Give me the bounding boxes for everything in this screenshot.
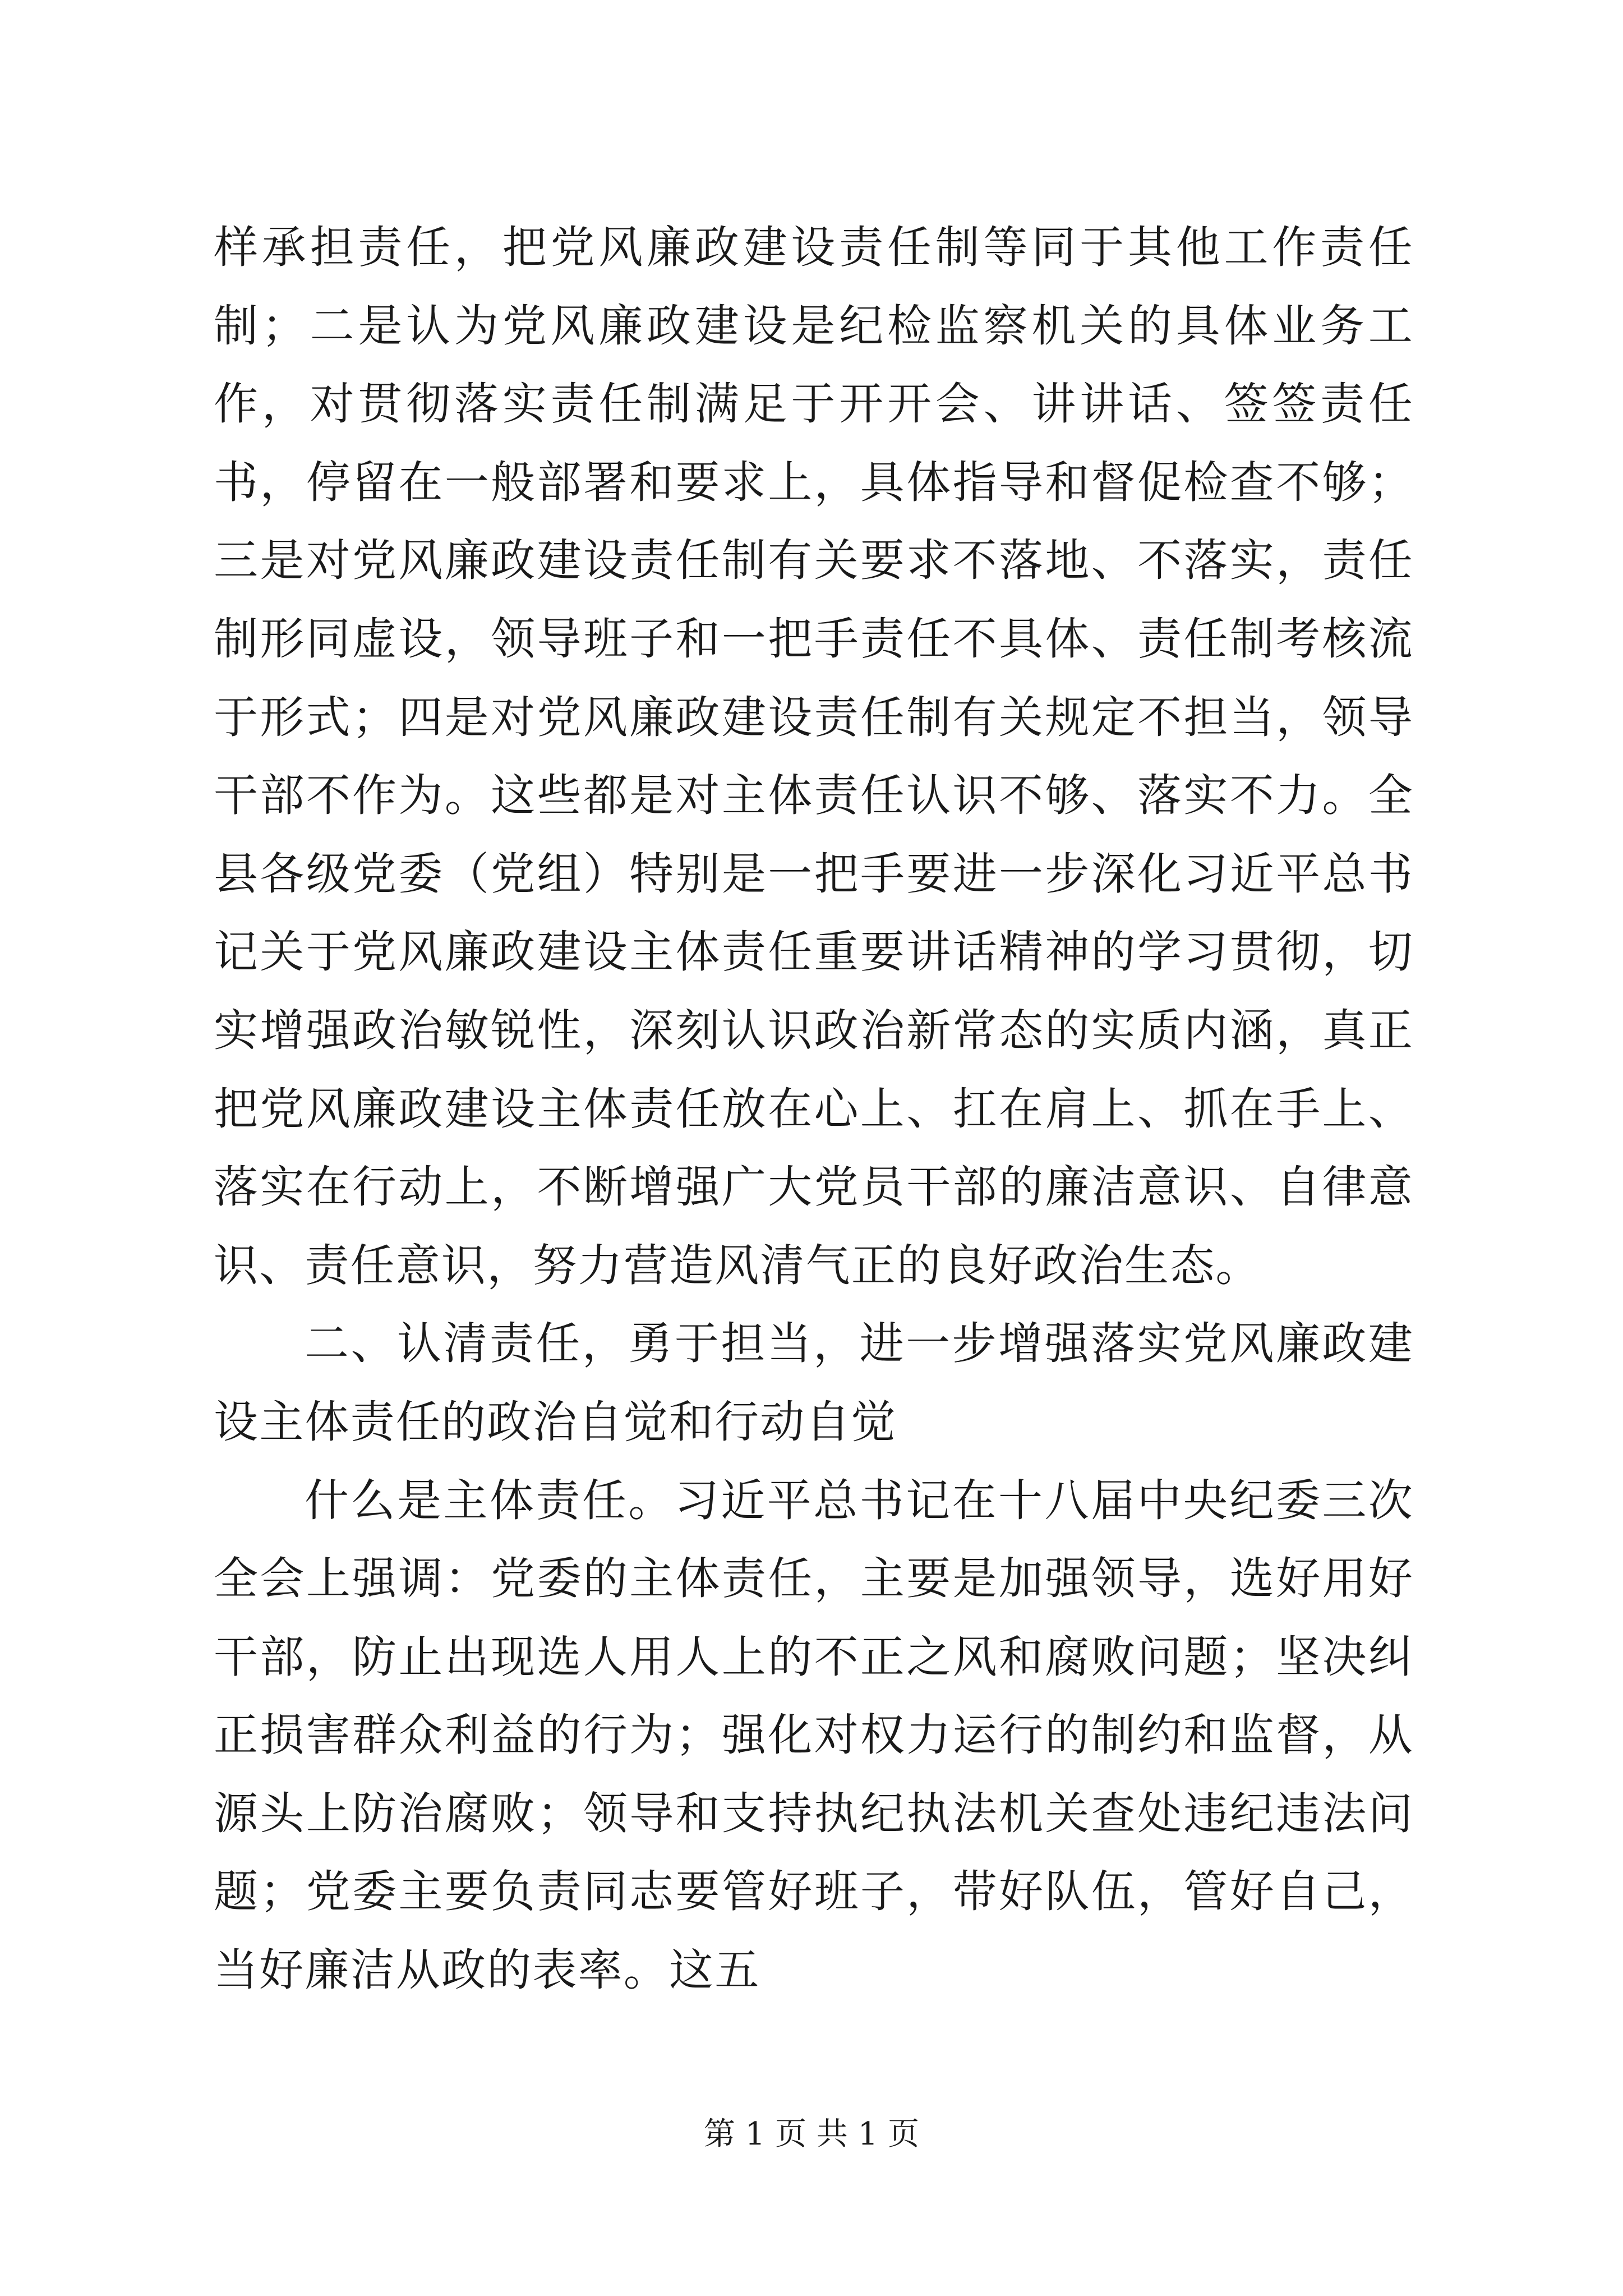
document-body — [214, 209, 1414, 2010]
page-footer — [0, 2112, 1623, 2157]
paragraph-responsibility-issues: 样承担责任，把党风廉政建设责任制等同于其他工作责任制；二是认为党风廉政建设是纪检监察机关的具体业务工作，对贯彻落实责任制满足于开开会、讲讲话、签签责任书，停留在一般部署和要求上，具体指导和督促检查不够；三是对党风廉政建设责任制有关要求不落地、不落实，责任制形同虚设，领导班子和一把手责任不具体、责任制考核流于形式；四是对党风廉政建设责任制有关规定不担当，领导干部不作为。这些都是对主体责任认识不够、落实不力。全县各级党委（党组）特别是一把手要进一步深化习近平总书记关于党风廉政建设主体责任重要讲话精神的学习贯彻，切实增强政治敏锐性，深刻认识政治新常态的实质内涵，真正把党风廉政建设主体责任放在心上、扛在肩上、抓在手上、落实在行动上，不断增强广大党员干部的廉洁意识、自律意识、责任意识，努力营造风清气正的良好政治生态。 — [214, 222, 1414, 1291]
section-heading-two: 二、认清责任，勇于担当，进一步增强落实党风廉政建设主体责任的政治自觉和行动自觉 — [214, 1318, 1414, 1448]
paragraph-main-responsibility: 什么是主体责任。习近平总书记在十八届中央纪委三次全会上强调：党委的主体责任，主要是加强领导，选好用好干部，防止出现选人用人上的不正之风和腐败问题；坚决纠正损害群众利益的行为；强化对权力运行的制约和监督，从源头上防治腐败；领导和支持执纪执法机关查处违纪违法问题；党委主要负责同志要管好班子，带好队伍，管好自己，当好廉洁从政的表率。这五 — [214, 1474, 1414, 1996]
page-number-label: 第 1 页 共 1 页 — [703, 2116, 920, 2152]
